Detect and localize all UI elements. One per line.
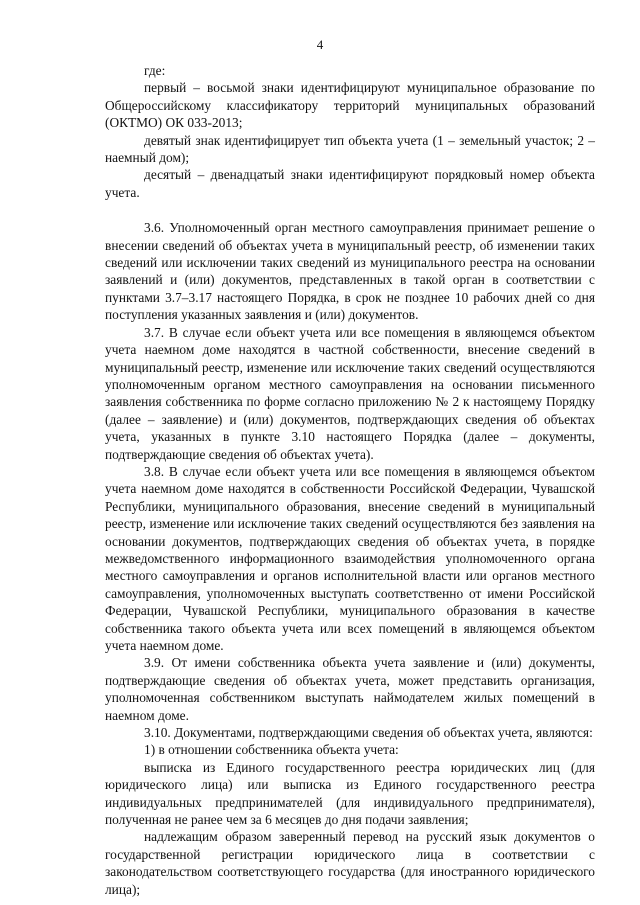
paragraph-translation: надлежащим образом заверенный перевод на русский язык документов о государственной регистрации юридического лица в соответствии с законодательством соответствующего государства (для иностранного юридического лица);	[105, 829, 595, 897]
paragraph-3-6: 3.6. Уполномоченный орган местного самоуправления принимает решение о внесении сведений об объектах учета в муниципальный реестр, об изменении таких сведений или исключении таких сведений из муниципального реестра на основании заявлений и (или) документов, представленных в такой орган в соответствии с пунктами 3.7–3.17 настоящего Порядка, в срок не позднее 10 рабочих дней со дня поступления указанных заявления и (или) документов.	[105, 220, 595, 323]
paragraph-3-9: 3.9. От имени собственника объекта учета заявление и (или) документы, подтверждающие сведения об объектах учета, может представить организация, уполномоченная собственником выступать наймодателем жилых помещений в наемном доме.	[105, 655, 595, 723]
paragraph-digits-10-12: десятый – двенадцатый знаки идентифицируют порядковый номер объекта учета.	[105, 167, 595, 200]
paragraph-egrul-extract: выписка из Единого государственного реестра юридических лиц (для юридического лица) или выписка из Единого государственного реестра индивидуальных предпринимателей (для индивидуального предпринимателя), полученная не ранее чем за 6 месяцев до дня подачи заявления;	[105, 759, 595, 828]
paragraph-item-1: 1) в отношении собственника объекта учета:	[144, 742, 399, 758]
paragraph-gap	[105, 201, 595, 219]
paragraph-3-8: 3.8. В случае если объект учета или все помещения в являющемся объектом учета наемном доме находятся в собственности Российской Федерации, Чувашской Республики, муниципального образования, внесение сведений в муниципальный реестр, изменение или исключение таких сведений осуществляются без заявления на основании документов, подтверждающих сведения об объектах учета, в порядке межведомственного информационного взаимодействия уполномоченного органа местного самоуправления и органов исполнительной власти или органов местного самоуправления, уполномоченных выступать соответственно от имени Российской Федерации, Чувашской Республики, муниципального образования в качестве собственника такого объекта учета или всех помещений в являющемся объектом учета наемном доме.	[105, 463, 595, 653]
paragraph-digits-1-8: первый – восьмой знаки идентифицируют муниципальное образование по Общероссийскому классификатору территорий муниципальных образований (ОКТМО) ОК 033-2013;	[105, 80, 595, 131]
paragraph-3-10: 3.10. Документами, подтверждающими сведения об объектах учета, являются:	[144, 725, 593, 741]
paragraph-where: где:	[144, 63, 166, 78]
paragraph-digit-9: девятый знак идентифицирует тип объекта учета (1 – земельный участок; 2 – наемный дом);	[105, 132, 595, 166]
document-body	[105, 62, 595, 898]
paragraph-3-7: 3.7. В случае если объект учета или все помещения в являющемся объектом учета наемном доме находятся в частной собственности, внесение сведений в муниципальный реестр, изменение или исключение таких сведений осуществляются уполномоченным органом местного самоуправления на основании письменного заявления собственника по форме согласно приложению № 2 к настоящему Порядку (далее – заявление) и (или) документов, подтверждающих сведения об объектах учета, указанных в пункте 3.10 настоящего Порядка (далее – документы, подтверждающие сведения об объектах учета).	[105, 324, 595, 462]
page-number: 4	[316, 37, 324, 52]
